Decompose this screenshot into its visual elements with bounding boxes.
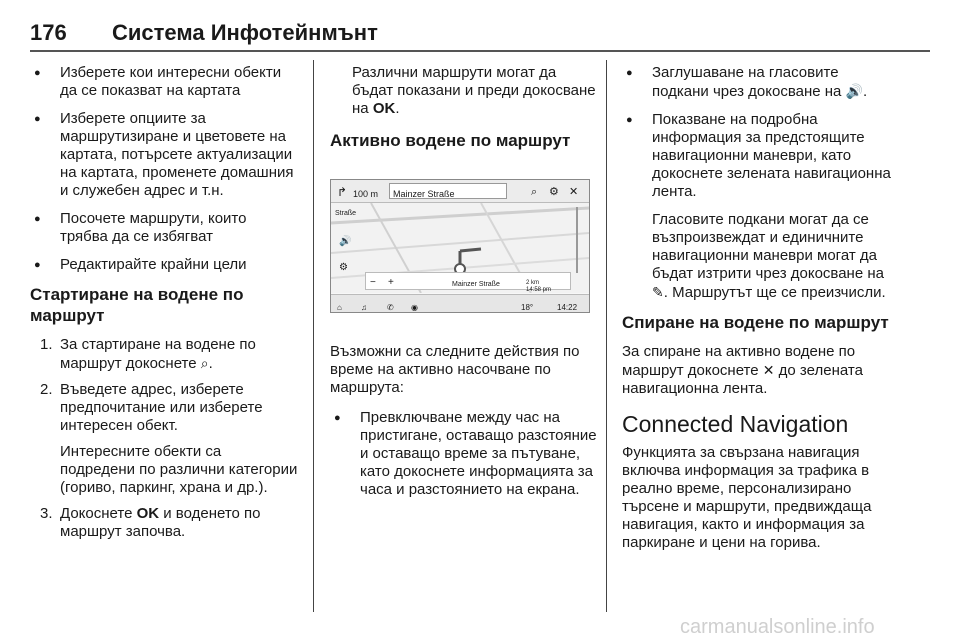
section-title-start-guidance: Стартиране на водене по маршрут	[30, 285, 244, 325]
column-divider-1	[313, 60, 314, 612]
intro-punct: .	[395, 100, 400, 117]
intro-paragraph	[330, 64, 598, 118]
search-icon: ⌕	[200, 355, 209, 371]
stop-text: до зелената навигационна лента.	[622, 362, 863, 397]
zoom-out-icon: −	[370, 277, 376, 288]
step-text: Докоснете	[60, 505, 133, 522]
section-title-stop-guidance: Спиране на водене по маршрут	[622, 313, 889, 332]
navigation-screenshot	[330, 179, 590, 313]
speaker-icon: 🔊	[339, 236, 352, 247]
step-text: и воденето по маршрут започва.	[60, 505, 261, 540]
bullet-item: ● Редактирайте крайни цели	[30, 256, 298, 274]
phone-icon: ✆	[387, 303, 394, 312]
maneuver-street: Mainzer Straße	[389, 183, 507, 199]
speaker-icon: 🔊	[845, 83, 864, 99]
clock: 14:22	[557, 303, 578, 312]
column-1	[30, 64, 298, 549]
column-2	[330, 64, 598, 509]
close-icon: ✕	[569, 186, 579, 198]
ok-label: OK	[136, 505, 160, 522]
watermark: carmanualsonline.info	[680, 616, 875, 638]
turn-arrow-icon: ↱	[337, 185, 348, 199]
arrival-time: 14:58 pm	[526, 287, 552, 293]
bullet-text: Заглушаване на гласовите подкани чрез докосване на	[652, 64, 842, 100]
step-punct: .	[208, 355, 213, 372]
step-text: Въведете адрес, изберете предпочитание или изберете интересен обект.	[60, 381, 263, 434]
music-icon: ♫	[361, 303, 367, 312]
stop-text: За спиране на активно водене по маршрут докоснете	[622, 343, 856, 379]
connected-navigation-text: Функцията за свързана навигация включва информация за трафика в реално време, персонализирано търсене и маршрути, предвиждаща навигация, както и информация за паркиране и цени на горива.	[622, 444, 872, 551]
bullet-item	[622, 64, 892, 101]
actions-intro: Възможни са следните действия по време на активно насочване по маршрута:	[330, 343, 580, 396]
temperature: 18°	[521, 303, 534, 312]
nav-bottom-bar	[331, 294, 589, 313]
zoom-in-icon: +	[388, 277, 394, 288]
bullet-item: ● Показване на подробна информация за предстоящите навигационни маневри, като докоснете зелената навигационна лента.	[622, 111, 892, 201]
bullet-item: ● Превключване между час на пристигане, оставащо разстояние и оставащо време за пътуване, като докоснете информацията за часа и разстоянието на екрана.	[330, 409, 598, 499]
bullet-item: ● Изберете опциите за маршрутизиране и цветовете на картата, потърсете актуализации на картата, променете домашния и служебен адрес и т.н.	[30, 110, 298, 200]
bullet-item: ● Посочете маршрути, които трябва да се избягват	[30, 210, 298, 246]
intro-text: Различни маршрути могат да бъдат показани и преди докосване на	[352, 64, 596, 117]
header-rule	[30, 50, 930, 52]
step-2	[30, 381, 298, 435]
bullet-item: ● Изберете кои интересни обекти да се показват на картата	[30, 64, 298, 100]
bullet-note	[622, 211, 892, 302]
bullet-punct: .	[863, 83, 868, 100]
navigation-icon: ◉	[411, 303, 418, 312]
step-3	[30, 505, 298, 541]
page-title: Система Инфотейнмънт	[112, 20, 378, 45]
guidance-bar	[365, 272, 571, 293]
step-text: За стартиране на водене по маршрут докоснете	[60, 336, 256, 372]
close-icon: ✕	[762, 362, 775, 378]
gear-icon: ⚙	[549, 186, 559, 198]
step-number: 1.	[40, 336, 53, 353]
column-3	[622, 64, 892, 564]
page-number: 176	[30, 20, 67, 45]
guidance-street: Mainzer Straße	[452, 281, 500, 288]
ok-label: OK	[372, 100, 396, 117]
step-1	[30, 336, 298, 373]
remaining-distance: 2 km	[526, 280, 540, 286]
column-divider-2	[606, 60, 607, 612]
nav-topbar	[331, 180, 589, 203]
gear-icon: ⚙	[339, 262, 348, 273]
home-icon: ⌂	[337, 303, 342, 312]
note-text: Гласовите подкани могат да се възпроизвеждат и единичните навигационни маневри могат да бъдат изтрити чрез докосване на	[652, 211, 884, 282]
stop-paragraph	[622, 343, 892, 398]
section-title-active-guidance: Активно водене по маршрут	[330, 131, 571, 150]
edit-icon: ✎	[652, 284, 664, 300]
step-number: 3.	[40, 505, 53, 522]
maneuver-distance: 100 m	[353, 189, 379, 199]
note-text: . Маршрутът ще се преизчисли.	[663, 284, 886, 301]
search-icon: ⌕	[531, 186, 538, 198]
map-street-label: Straße	[335, 210, 357, 217]
connected-navigation-title: Connected Navigation	[622, 411, 849, 437]
step-number: 2.	[40, 381, 53, 398]
step-2-note: Интересните обекти са подредени по различни категории (гориво, паркинг, храна и др.).	[60, 443, 298, 496]
